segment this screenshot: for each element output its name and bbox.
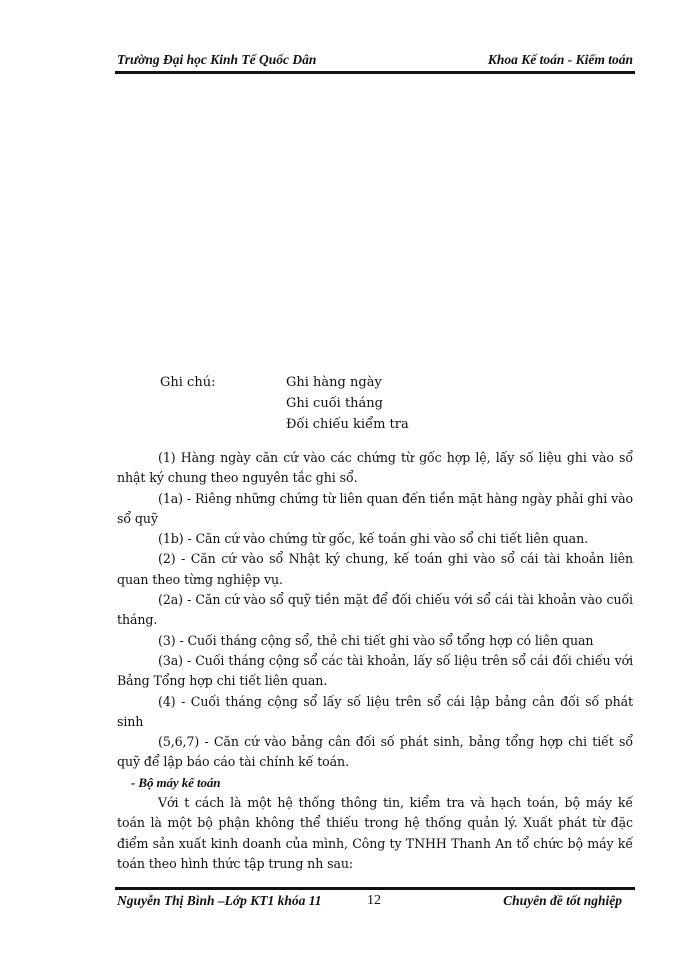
legend-item-reconcile: Đối chiếu kiểm tra [286, 417, 409, 432]
paragraph-2: (2) - Căn cứ vào sổ Nhật ký chung, kế toán ghi vào sổ cái tài khoản liên quan theo từng nghiệp vụ. [117, 551, 633, 587]
header-rule [115, 71, 635, 74]
body-text [117, 448, 633, 874]
legend-item-month-end: Ghi cuối tháng [286, 396, 383, 411]
header-faculty: Khoa Kế toán - Kiểm toán [487, 52, 633, 67]
paragraph-1a: (1a) - Riêng những chứng từ liên quan đến tiền mặt hàng ngày phải ghi vào sổ quỹ [117, 490, 633, 526]
page-number: 12 [367, 893, 381, 908]
legend-item-daily: Ghi hàng ngày [286, 375, 382, 390]
paragraph-2a: (2a) - Căn cứ vào sổ quỹ tiền mặt để đối chiếu với sổ cái tài khoản vào cuối tháng. [117, 592, 633, 628]
section-paragraph: Với t cách là một hệ thống thông tin, kiểm tra và hạch toán, bộ máy kế toán là một bộ phận không thể thiếu trong hệ thống quản lý. Xuất phát từ đặc điểm sản xuất kinh doanh của mình, Công ty TNHH Thanh An tổ chức bộ máy kế toán theo hình thức tập trung nh sau: [117, 795, 633, 871]
footer-author: Nguyễn Thị Bình –Lớp KT1 khóa 11 [117, 893, 322, 908]
footer-rule [115, 887, 635, 890]
paragraph-3a: (3a) - Cuối tháng cộng sổ các tài khoản, lấy số liệu trên sổ cái đối chiếu với Bảng Tổng hợp chi tiết liên quan. [117, 652, 633, 689]
paragraph-1: (1) Hàng ngày căn cứ vào các chứng từ gốc hợp lệ, lấy số liệu ghi vào sổ nhật ký chung theo nguyên tắc ghi sổ. [117, 450, 633, 486]
legend-list [286, 372, 409, 435]
section-heading: - Bộ máy kế toán [131, 774, 221, 790]
paragraph-1b: (1b) - Căn cứ vào chứng từ gốc, kế toán ghi vào sổ chi tiết liên quan. [158, 531, 588, 547]
paragraph-3: (3) - Cuối tháng cộng sổ, thẻ chi tiết ghi vào sổ tổng hợp có liên quan [158, 632, 594, 648]
footer-thesis-type: Chuyên đề tốt nghiệp [503, 893, 622, 908]
legend-label: Ghi chú: [160, 375, 216, 390]
paragraph-5-6-7: (5,6,7) - Căn cứ vào bảng cân đối số phát sinh, bảng tổng hợp chi tiết sổ quỹ để lập báo cáo tài chính kế toán. [117, 734, 633, 770]
header-school: Trường Đại học Kinh Tế Quốc Dân [117, 52, 317, 67]
paragraph-4: (4) - Cuối tháng cộng sổ lấy số liệu trên sổ cái lập bảng cân đối số phát sinh [117, 693, 633, 729]
